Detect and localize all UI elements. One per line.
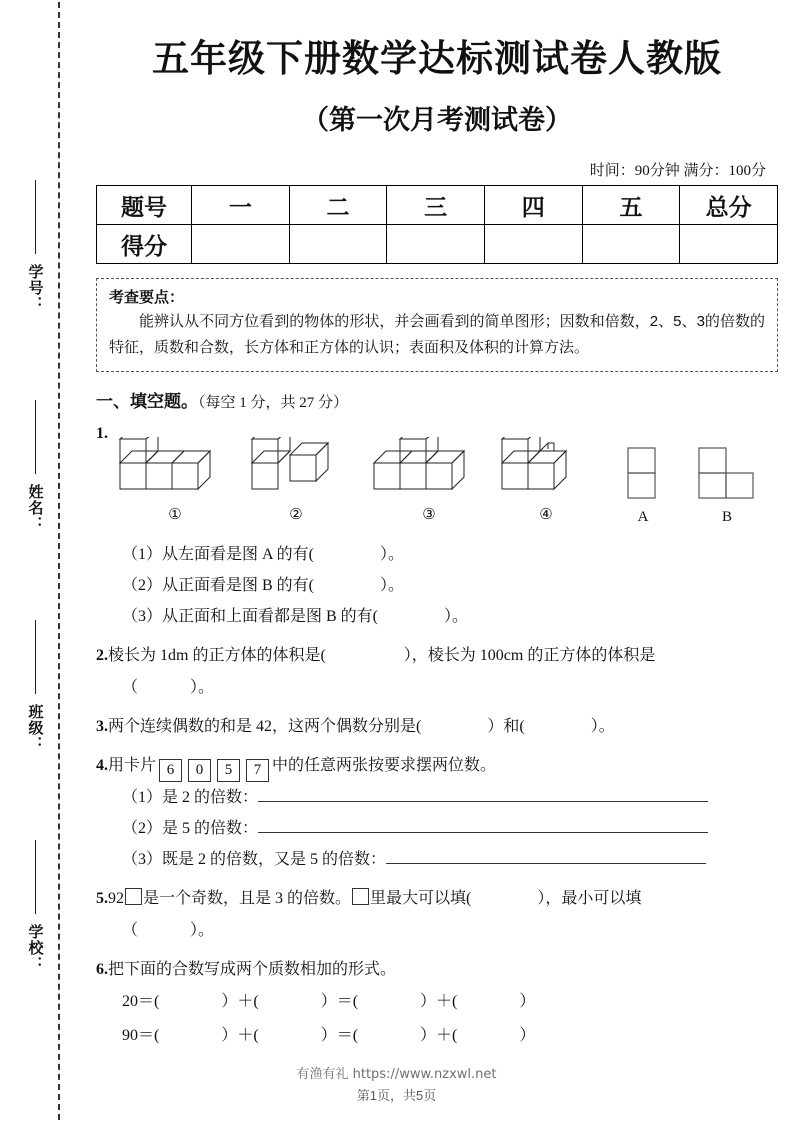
exam-points-box: [96, 278, 778, 372]
question-2-number: 2.: [96, 647, 108, 665]
score-value-4[interactable]: [582, 225, 680, 264]
question-5-text4: ），最小可以填: [537, 890, 642, 908]
question-1-sub-1-text: （1）从左面看是图 A 的有(: [122, 545, 315, 563]
question-5-line2: [122, 915, 778, 946]
eq1-mid1: ）＋(: [221, 993, 259, 1011]
eq2-end: ）: [519, 1026, 536, 1044]
question-4: [96, 750, 778, 782]
score-value-3[interactable]: [484, 225, 582, 264]
question-2: [96, 640, 778, 671]
figure-a-svg: [616, 445, 670, 503]
answer-line[interactable]: [386, 848, 706, 864]
figure-2: [246, 437, 346, 524]
eq2-left: 90＝(: [122, 1026, 160, 1044]
page-subtitle: （第一次月考测试卷）: [302, 105, 572, 135]
question-2-part3: （: [122, 678, 139, 696]
figure-a: [616, 445, 670, 526]
number-card-0: 6: [159, 759, 182, 782]
table-row-headers: [97, 186, 778, 225]
question-4-sub-3: [122, 844, 778, 875]
figure-1-svg: [114, 437, 236, 499]
question-5-text1: 92: [108, 890, 124, 908]
question-2-part2: ），棱长为 100cm 的正方体的体积是: [403, 647, 656, 665]
question-1-figures: [96, 453, 778, 539]
question-3-text2: ）和(: [487, 717, 525, 735]
question-1-sub-2: [122, 570, 778, 601]
blank-box[interactable]: [125, 888, 142, 905]
figure-a-caption: A: [637, 508, 649, 525]
eq2-mid1: ）＋(: [221, 1026, 259, 1044]
score-value-1[interactable]: [289, 225, 387, 264]
question-4-number: 4.: [96, 756, 108, 774]
question-5: [96, 883, 778, 914]
page-footer: [0, 1063, 793, 1104]
footer-watermark: 有渔有礼 https://www.nzxwl.net: [296, 1067, 497, 1082]
question-2-part1: 棱长为 1dm 的正方体的体积是(: [108, 647, 326, 665]
figure-3: [368, 437, 490, 524]
page-title: 五年级下册数学达标测试卷人教版: [152, 38, 722, 79]
question-4-sub-2-text: （2）是 5 的倍数：: [122, 820, 259, 838]
figure-4-svg: [496, 437, 596, 499]
question-5-text2: 是一个奇数，且是 3 的倍数。: [143, 890, 352, 908]
question-4-lead: 用卡片: [108, 756, 157, 774]
margin-label-3: 学校：: [26, 924, 44, 972]
question-2-part4: ）。: [190, 678, 215, 696]
number-card-2: 5: [217, 759, 240, 782]
question-2-line2: [122, 672, 778, 703]
score-col-1: 二: [289, 186, 387, 225]
question-6-equation-1: [122, 985, 778, 1019]
question-5-text3: 里最大可以填(: [370, 890, 472, 908]
answer-line[interactable]: [258, 786, 708, 802]
score-value-5[interactable]: [680, 225, 778, 264]
margin-rule: [35, 180, 36, 254]
figure-b-svg: [691, 445, 763, 503]
section-one-label: 一、填空题。: [96, 391, 198, 411]
question-1-sub-3-tail: ）。: [444, 608, 469, 626]
margin-rule: [35, 400, 36, 474]
question-1-sub-2-tail: ）。: [380, 576, 405, 594]
section-one-heading: [96, 387, 778, 412]
footer-page-number: 第1页，共5页: [356, 1088, 437, 1103]
table-row-scores: [97, 225, 778, 264]
exam-content: [96, 0, 778, 1052]
question-1-sub-1: [122, 539, 778, 570]
eq1-mid2: ）＝(: [320, 993, 359, 1011]
figure-1: [114, 437, 236, 524]
answer-line[interactable]: [258, 817, 708, 833]
question-4-sub-1-text: （1）是 2 的倍数：: [122, 788, 259, 806]
score-col-3: 四: [484, 186, 582, 225]
question-1-sub-3-text: （3）从正面和上面看都是图 B 的有(: [122, 608, 379, 626]
margin-label-2: 班级：: [26, 704, 44, 752]
fold-dashed-line: [58, 2, 60, 1120]
question-3-text3: ）。: [590, 717, 615, 735]
section-one-points: （每空 1 分，共 27 分）: [198, 394, 349, 411]
figure-4-caption: ④: [539, 506, 553, 523]
figure-4: [496, 437, 596, 524]
question-6-equation-2: [122, 1019, 778, 1053]
question-3: [96, 711, 778, 742]
eq1-left: 20＝(: [122, 993, 160, 1011]
margin-block-xuehao: [18, 180, 52, 312]
question-4-sub-2: [122, 813, 778, 844]
margin-block-banji: [18, 620, 52, 752]
margin-block-xingming: [18, 400, 52, 532]
margin-rule: [35, 620, 36, 694]
score-col-2: 三: [387, 186, 485, 225]
margin-block-xuexiao: [18, 840, 52, 972]
score-col-0: 一: [192, 186, 290, 225]
question-6: [96, 954, 778, 985]
score-col-5: 总分: [680, 186, 778, 225]
figure-3-svg: [368, 437, 490, 499]
question-6-title: 把下面的合数写成两个质数相加的形式。: [108, 960, 397, 978]
blank-box[interactable]: [352, 888, 369, 905]
eq2-mid3: ）＋(: [420, 1026, 458, 1044]
score-table: [96, 185, 778, 264]
figure-1-caption: ①: [168, 506, 182, 523]
number-card-3: 7: [246, 759, 269, 782]
question-6-number: 6.: [96, 960, 108, 978]
question-3-number: 3.: [96, 717, 108, 735]
figure-2-caption: ②: [289, 506, 303, 523]
question-4-sub-3-text: （3）既是 2 的倍数，又是 5 的倍数：: [122, 851, 387, 869]
question-5-text6: ）。: [190, 921, 215, 939]
margin-label-0: 学号：: [26, 264, 44, 312]
question-1-number: 1.: [96, 424, 108, 442]
eq1-end: ）: [519, 993, 536, 1011]
question-5-text5: （: [122, 921, 139, 939]
figure-3-caption: ③: [422, 506, 436, 523]
exam-points-body: 能辨认从不同方位看到的物体的形状，并会画看到的简单图形；因数和倍数，2、5、3的倍数的特征，质数和合数，长方体和正方体的认识；表面积及体积的计算方法。: [109, 313, 765, 356]
question-1-sub-1-tail: ）。: [380, 545, 405, 563]
figure-b: [691, 445, 763, 526]
exam-points-title: 考查要点：: [109, 289, 185, 306]
figure-b-caption: B: [721, 508, 732, 525]
score-value-2[interactable]: [387, 225, 485, 264]
score-col-4: 五: [582, 186, 680, 225]
exam-meta: 时间：90分钟 满分：100分: [589, 163, 766, 179]
figure-2-svg: [246, 437, 346, 499]
question-4-tail: 中的任意两张按要求摆两位数。: [272, 756, 497, 774]
question-5-number: 5.: [96, 890, 108, 908]
margin-label-1: 姓名：: [26, 484, 44, 532]
question-4-sub-1: [122, 782, 778, 813]
question-1-sub-3: [122, 601, 778, 632]
question-1-sub-2-text: （2）从正面看是图 B 的有(: [122, 576, 315, 594]
score-row-label-1: 得分: [97, 225, 192, 264]
margin-label-strip: [18, 180, 52, 1060]
score-row-label-0: 题号: [97, 186, 192, 225]
eq1-mid3: ）＋(: [420, 993, 458, 1011]
question-3-text1: 两个连续偶数的和是 42，这两个偶数分别是(: [108, 717, 422, 735]
margin-rule: [35, 840, 36, 914]
eq2-mid2: ）＝(: [320, 1026, 359, 1044]
score-value-0[interactable]: [192, 225, 290, 264]
number-card-1: 0: [188, 759, 211, 782]
